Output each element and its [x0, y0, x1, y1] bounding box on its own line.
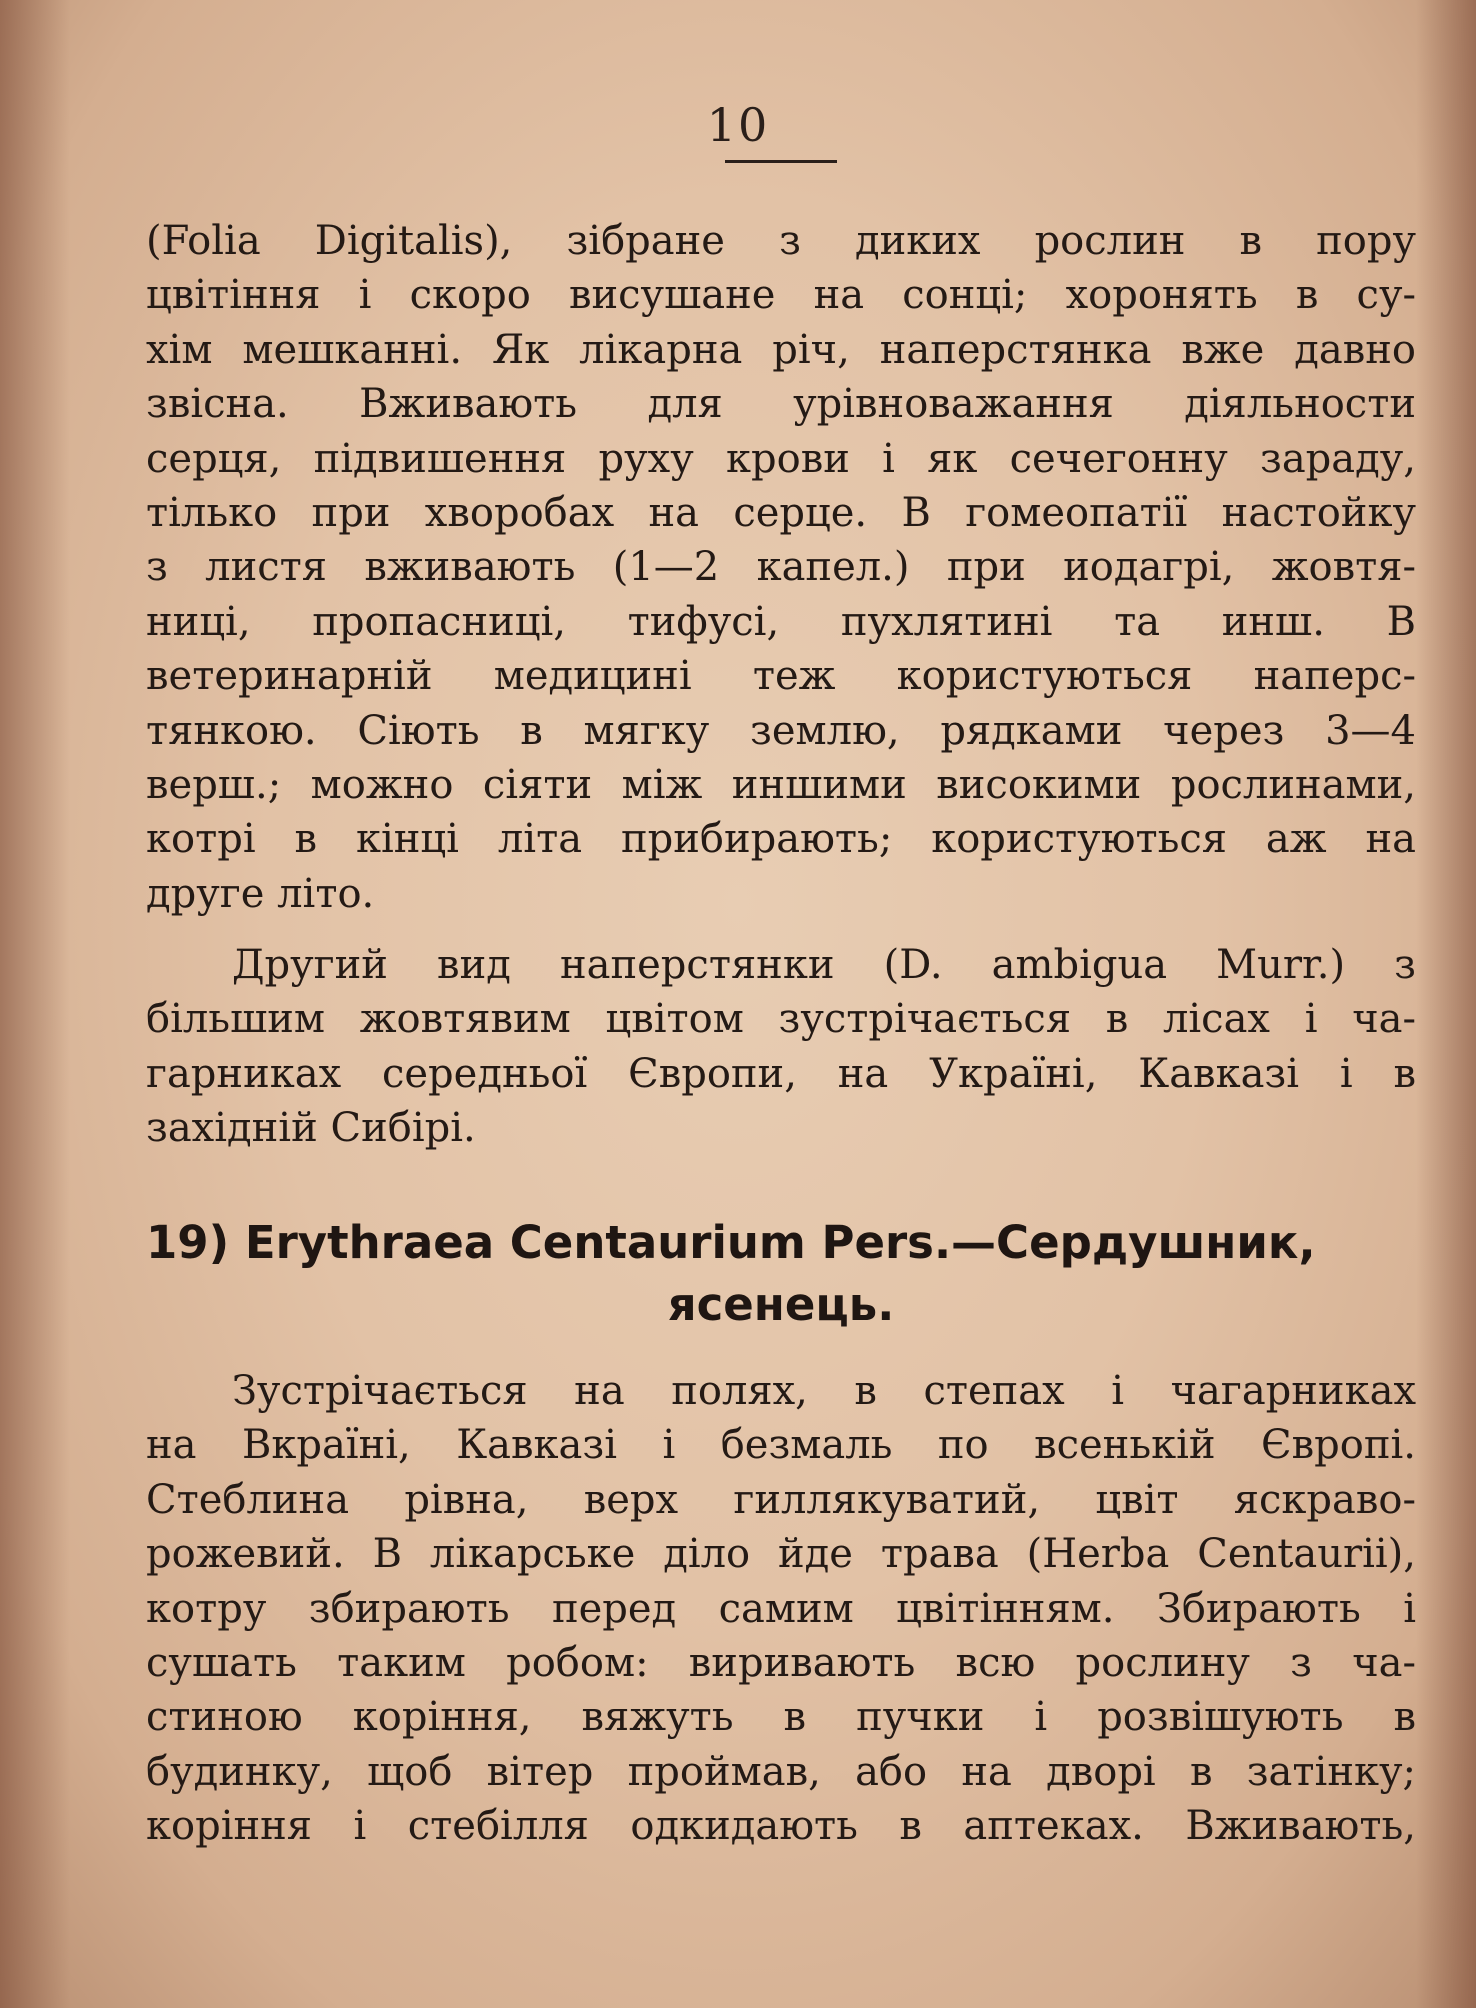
text-line: ниці, пропасниці, тифусі, пухлятині та инш. В [146, 598, 1416, 645]
section-heading-erythraea [146, 1212, 1416, 1336]
page-shadow-right [1416, 0, 1476, 2008]
heading-line-2: ясенець. [667, 1278, 895, 1331]
text-line: звісна. Вживають для урівноважання діяльности [146, 381, 1416, 428]
text-line: Стеблина рівна, верх гиллякуватий, цвіт яскраво- [146, 1476, 1416, 1523]
text-line: котрі в кінці літа прибирають; користуються аж на [146, 816, 1416, 863]
page-shadow-left [0, 0, 70, 2008]
text-line: ветеринарній медицині теж користуються наперс- [146, 653, 1416, 700]
page-number: 10 [706, 98, 770, 152]
text-line: стиною коріння, вяжуть в пучки і розвішують в [146, 1694, 1416, 1741]
page-number-rule [725, 160, 837, 163]
text-line: хім мешканні. Як лікарна річ, наперстянка вже давно [146, 326, 1416, 373]
text-line: на Вкраїні, Кавказі і безмаль по всенькій Європі. [146, 1422, 1416, 1469]
text-line: Зустрічається на полях, в степах і чагарниках [232, 1368, 1416, 1414]
text-line: сушать таким робом: виривають всю рослину з ча- [146, 1639, 1416, 1686]
text-line: будинку, щоб вітер проймав, або на дворі в затінку; [146, 1748, 1416, 1795]
text-line: коріння і стебілля одкидають в аптеках. Вживають, [146, 1803, 1416, 1850]
paragraph-digitalis-ambigua [146, 938, 1416, 1156]
text-line: друге літо. [146, 870, 375, 917]
text-line: більшим жовтявим цвітом зустрічається в лісах і ча- [146, 996, 1416, 1043]
text-line: гарниках середньої Європи, на Україні, Кавказі і в [146, 1050, 1416, 1097]
paragraph-erythraea-description [146, 1364, 1416, 1854]
text-line: верш.; можно сіяти між иншими високими рослинами, [146, 761, 1416, 808]
text-line: (Folia Digitalis), зібране з диких рослин в пору [146, 218, 1416, 264]
text-line: тілько при хворобах на серце. В гомеопатії настойку [146, 489, 1416, 536]
heading-line-1: 19) Erythraea Centaurium Pers.—Сердушник, [146, 1216, 1316, 1269]
text-line: західній Сибірі. [146, 1105, 476, 1152]
text-line: з листя вживають (1—2 капел.) при иодагрі, жовтя- [146, 544, 1416, 591]
text-line: цвітіння і скоро висушане на сонці; хоронять в су- [146, 272, 1416, 319]
text-line: Другий вид наперстянки (D. ambigua Murr.) з [232, 942, 1416, 988]
text-line: тянкою. Сіють в мягку землю, рядками через 3—4 [146, 707, 1416, 754]
text-line: серця, підвишення руху крови і як сечегонну зараду, [146, 435, 1416, 482]
text-line: котру збирають перед самим цвітінням. Збирають і [146, 1585, 1416, 1632]
text-line: рожевий. В лікарське діло йде трава (Herba Centaurii), [146, 1531, 1416, 1578]
paragraph-digitalis-usage [146, 214, 1416, 921]
